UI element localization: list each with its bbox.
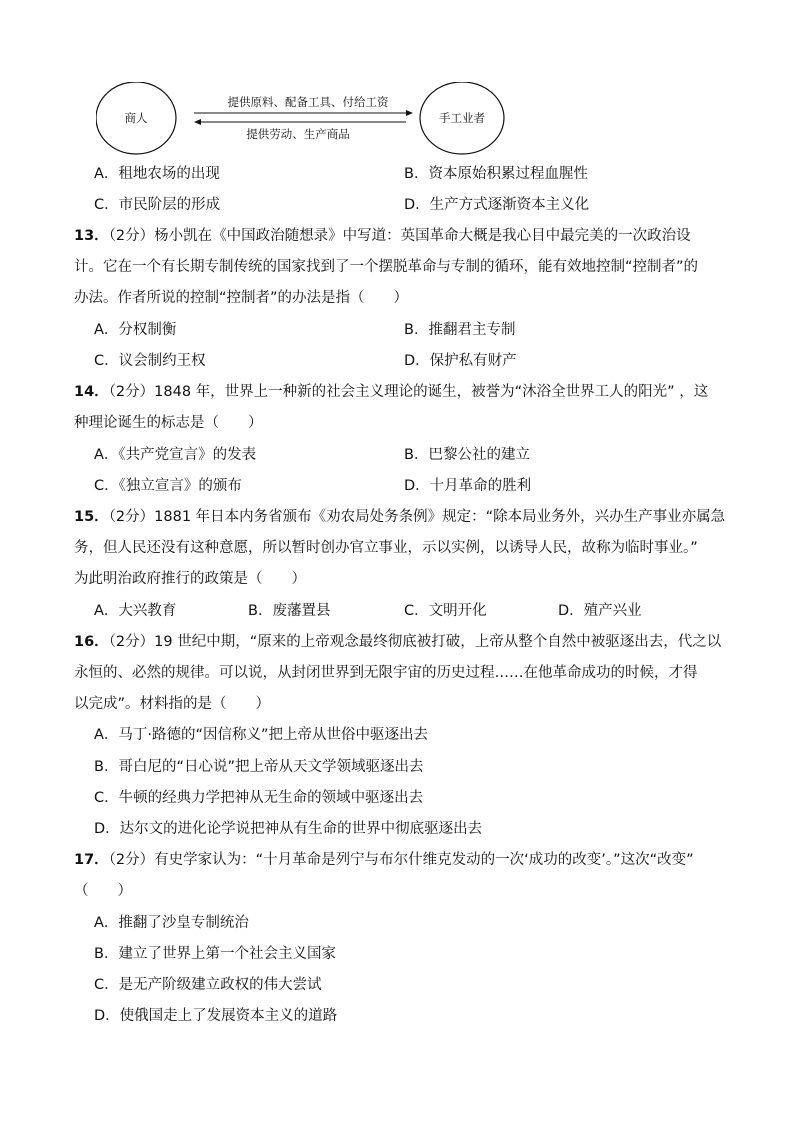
q12-option-a[interactable]: A．租地农场的出现 (94, 166, 220, 182)
q16-stem-line: 16．（2分）19 世纪中期，“原来的上帝观念最终彻底被打破，上帝从整个自然中被驱逐出去，代之以 (74, 634, 722, 650)
q14-stem-line: 14．（2分）1848 年，世界上一种新的社会主义理论的诞生，被誉为“沐浴全世界工人的阳光” ，这 (74, 384, 709, 400)
merchant-artisan-diagram (96, 82, 506, 162)
q15-stem-line: 15．（2分）1881 年日本内务省颁布《劝农局处务条例》规定：“除本局业务外，兴办生产事业亦属急 (74, 509, 726, 525)
q13-stem-line: 办法。作者所说的控制“控制者”的办法是指（ ） (74, 290, 409, 306)
q12-option-c[interactable]: C．市民阶层的形成 (94, 197, 221, 213)
q15-option-c[interactable]: C．文明开化 (404, 603, 487, 619)
q16-option-c[interactable]: C．牛顿的经典力学把神从无生命的领域中驱逐出去 (94, 790, 424, 806)
q13-option-d[interactable]: D．保护私有财产 (404, 353, 517, 369)
q13-option-a[interactable]: A．分权制衡 (94, 322, 177, 338)
arrow-left-head (194, 119, 201, 125)
q17-option-a[interactable]: A．推翻了沙皇专制统治 (94, 915, 249, 931)
merchant-node-label: 商人 (124, 111, 148, 125)
q16-option-a[interactable]: A．马丁·路德的“因信称义”把上帝从世俗中驱逐出去 (94, 727, 429, 743)
question-number: 16． (74, 634, 109, 650)
q12-option-b[interactable]: B．资本原始积累过程血腥性 (404, 166, 588, 182)
q17-option-c[interactable]: C．是无产阶级建立政权的伟大尝试 (94, 977, 322, 993)
q16-stem-line: 永恒的、必然的规律。可以说，从封闭世界到无限宇宙的历史过程……在他革命成功的时候，才得 (74, 665, 698, 681)
question-number: 15． (74, 509, 109, 525)
q16-option-d[interactable]: D．达尔文的进化论学说把神从有生命的世界中彻底驱逐出去 (94, 821, 483, 837)
q17-stem-line: （ ） (74, 883, 132, 899)
q15-option-b[interactable]: B．废藩置县 (248, 603, 331, 619)
question-number: 14． (74, 384, 109, 400)
q15-stem-line: 为此明治政府推行的政策是（ ） (74, 571, 306, 587)
q17-stem-line: 17．（2分）有史学家认为：“十月革命是列宁与布尔什维克发动的一次‘成功的改变’。”这次“改变” (74, 852, 694, 868)
artisan-node-label: 手工业者 (439, 111, 485, 125)
q13-option-b[interactable]: B．推翻君主专制 (404, 322, 516, 338)
q14-stem-line: 种理论诞生的标志是（ ） (74, 415, 263, 431)
q15-option-a[interactable]: A．大兴教育 (94, 603, 177, 619)
q15-option-d[interactable]: D．殖产兴业 (558, 603, 642, 619)
q14-option-d[interactable]: D．十月革命的胜利 (404, 478, 532, 494)
arrow-right-label: 提供原料、配备工具、付给工资 (227, 95, 389, 109)
arrow-left-label: 提供劳动、生产商品 (246, 127, 350, 141)
q16-option-b[interactable]: B．哥白尼的“日心说”把上帝从天文学领域驱逐出去 (94, 759, 424, 775)
question-number: 17． (74, 852, 109, 868)
q16-stem-line: 以完成”。材料指的是（ ） (74, 696, 271, 712)
q13-stem-line: 计。它在一个有长期专制传统的国家找到了一个摆脱革命与专制的循环，能有效地控制“控制者”的 (74, 259, 699, 275)
q14-option-c[interactable]: C．《独立宣言》的颁布 (94, 478, 242, 494)
q15-stem-line: 务，但人民还没有这种意愿，所以暂时创办官立事业，示以实例，以诱导人民，故称为临时事业。” (74, 540, 698, 556)
arrow-right-head (406, 110, 413, 116)
q17-option-b[interactable]: B．建立了世界上第一个社会主义国家 (94, 946, 336, 962)
q17-option-d[interactable]: D．使俄国走上了发展资本主义的道路 (94, 1008, 338, 1024)
q14-option-a[interactable]: A．《共产党宣言》的发表 (94, 447, 257, 463)
question-number: 13． (74, 228, 109, 244)
q13-stem-line: 13．（2分）杨小凯在《中国政治随想录》中写道：英国革命大概是我心目中最完美的一次政治设 (74, 228, 691, 244)
q14-option-b[interactable]: B．巴黎公社的建立 (404, 447, 530, 463)
q12-option-d[interactable]: D．生产方式逐渐资本主义化 (404, 197, 590, 213)
q13-option-c[interactable]: C．议会制约王权 (94, 353, 206, 369)
